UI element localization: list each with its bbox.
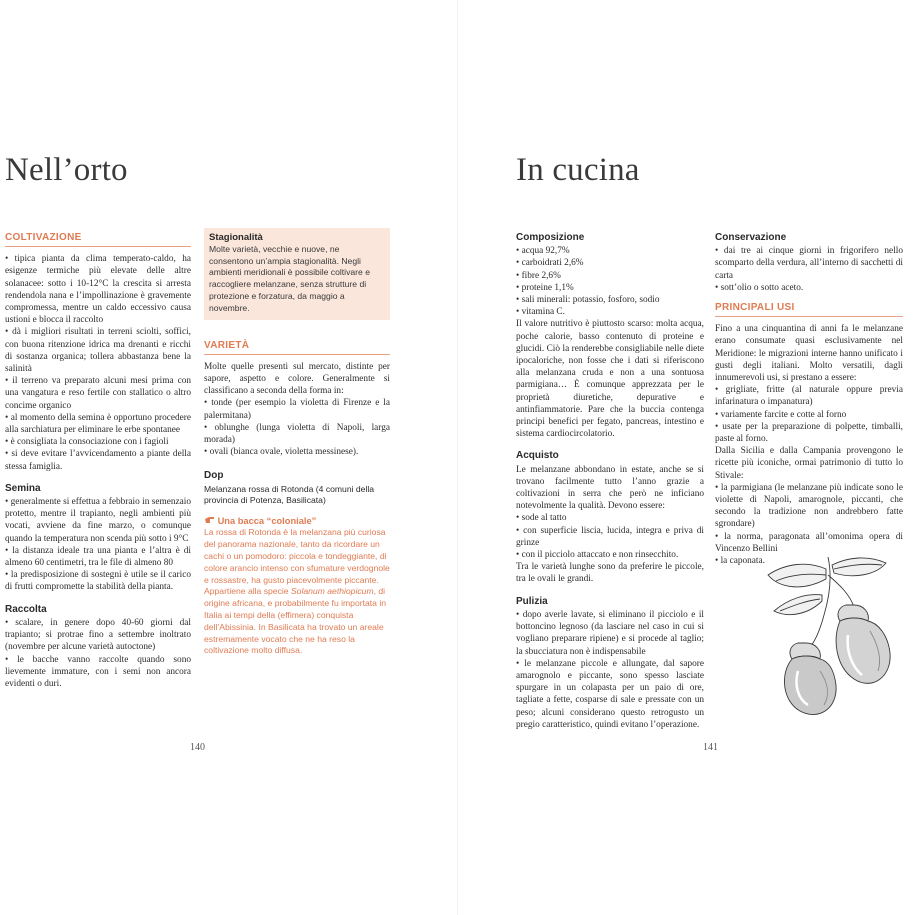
composizione-heading: Composizione [516,232,585,243]
page-title: In cucina [516,152,640,188]
composizione-text: Il valore nutritivo è piuttosto scarso: molta acqua, poche calorie, basso contenuto di proteine e glucidi. Ciò la renderebbe consigliabile nelle diete ipocaloriche, non fosse che i dati si riferiscono alla melanzana cruda e non a una sontuosa parmigiana… È comunque apprezzata per le proprietà diuretiche, depurative e antinfiammatorie. Pare che la buccia contenga principi benefici per fegato, pancreas, intestino e sistema cardiocircolatorio. [516,319,704,440]
stagionalita-text: Molte varietà, vecchie e nuove, ne consentono un’ampia stagionalità. Negli ambienti meridionali è possibile coltivare e raccogliere melanzane, senza strutture di protezione e forzatura, da maggio a novembre. [209,243,370,313]
list-item: • proteine 1,1% [516,282,574,293]
list-item: • tipica pianta da clima temperato-caldo, ha esigenze termiche più elevate delle altre solanacee: sotto i 10-12°C la crescita si arresta rendendola nana e l’impollinazione è gravemente compromessa, mentre un caldo eccessivo causa ustioni e blocca il raccolto [5,254,191,326]
list-item: • le melanzane piccole e allungate, dal sapore amarognolo e piccante, sono spesso lasciate spurgare in un colapasta per un paio di ore, tagliate a fette, cosparse di sale e pressate con un peso; alcuni considerano questo retrogusto un pregio caratteristico, quindi evitano l’operazione. [516,658,704,730]
list-item: • dopo averle lavate, si eliminano il picciolo e il bottoncino legnoso (da lasciare nel caso in cui si vogliano preparare ripiene) e si procede al taglio; la sbucciatura non è indispensabile [516,609,704,657]
usi-text: Fino a una cinquantina di anni fa le melanzane erano consumate quasi esclusivamente nel Meridione: le migrazioni interne hanno unificato i gusti degli italiani. Molto versatili, dagli innumerevoli usi, si prestano a essere: [715,324,903,384]
usi-text2: Dalla Sicilia e dalla Campania provengono le ricette più iconiche, ormai patrimonio di tutto lo Stivale: [715,446,903,481]
stagionalita-heading: Stagionalità [209,232,263,243]
list-item: • la norma, paragonata all’omonima opera di Vincenzo Bellini [715,531,903,554]
coloniale-text-b: , di origine africana, e probabilmente fu importata in Italia ai tempi della (effimera) conquista dell’Abissinia. In Basilicata ha trovato un areale estremamente vocato che ne ha reso la coltivazione molto diffusa. [204,586,387,656]
coltivazione-heading: COLTIVAZIONE [5,232,191,247]
list-item: • la predisposizione di sostegni è utile se il carico di frutti compromette la stabilità della pianta. [5,570,191,593]
right-page [458,0,915,915]
dop-text: Melanzana rossa di Rotonda (4 comuni della provincia di Potenza, Basilicata) [204,483,375,506]
composizione-column [516,232,704,731]
varieta-heading: VARIETÀ [204,340,390,355]
list-item: • le bacche vanno raccolte quando sono lievemente immature, con i semi non ancora evidenti o duri. [5,654,191,689]
usi-heading: PRINCIPALI USI [715,302,903,317]
list-item: • la parmigiana (le melanzane più indicate sono le violette di Napoli, amarognole, piccanti, che secondo la tradizione non andrebbero fatte sgrondare) [715,482,903,530]
list-item: • la distanza ideale tra una pianta e l’altra è di almeno 60 centimetri, tra le file di almeno 80 [5,545,191,569]
list-item: • dai tre ai cinque giorni in frigorifero nello scomparto della verdura, all’interno di sacchetti di carta [715,246,903,281]
list-item: • con superficie liscia, lucida, integra e priva di grinze [516,525,704,548]
acquisto-text2: Tra le varietà lunghe sono da preferire le piccole, tra le ovali le grandi. [516,562,704,585]
list-item: • sode al tatto [516,513,567,524]
coltivazione-column [5,232,191,690]
varieta-intro: Molte quelle presenti sul mercato, distinte per sapore, aspetto e colore. Generalmente si classificano a seconda della forma in: [204,361,390,397]
conservazione-heading: Conservazione [715,232,787,243]
list-item: • sali minerali: potassio, fosforo, sodio [516,295,660,306]
list-item: • oblunghe (lunga violetta di Napoli, larga morada) [204,422,390,445]
raccolta-heading: Raccolta [5,603,47,615]
list-item: • variamente farcite e cotte al forno [715,409,847,420]
list-item: • sott’olio o sotto aceto. [715,282,804,293]
semina-heading: Semina [5,482,41,494]
list-item: • al momento della semina è opportuno procedere alla sarchiatura per eliminare le erbe spontanee [5,412,191,436]
varieta-column [204,228,390,657]
pointing-hand-icon [204,516,218,526]
list-item: • fibre 2,6% [516,270,561,281]
list-item: • tonde (per esempio la violetta di Firenze e la palermitana) [204,398,390,421]
list-item: • usate per la preparazione di polpette, timballi, paste al forno. [715,421,903,445]
list-item: • il terreno va preparato alcuni mesi prima con una vangatura e reso fertile con stallatico o altro concime organico [5,376,191,411]
dop-heading: Dop [204,470,224,482]
list-item: • scalare, in genere dopo 40-60 giorni dal trapianto; si protrae fino a settembre inoltrato (novembre per alcune varietà autoctone) [5,617,191,653]
coloniale-text-a: La rossa di Rotonda è la melanzana più curiosa del panorama nazionale, tanto da ricordare un cachi o un pomodoro: piccola e tondeggiante, di colore arancio intenso con sfumature verdognole e rossastre, ha gusto piacevolmente piccante. Appartiene alla specie [204,527,390,597]
species-name: Solanum aethiopicum [290,586,374,597]
left-page [0,0,457,915]
list-item: • generalmente si effettua a febbraio in semenzaio protetto, mentre il trapianto, negli ambienti più vocati, avviene da fine marzo, o comunque quando la temperatura non scenda più sotto i 9°C [5,497,191,544]
list-item: • carboidrati 2,6% [516,258,584,269]
acquisto-text: Le melanzane abbondano in estate, anche se si trovano facilmente tutto l’anno grazie a coltivazioni in serra che però ne inficiano notevolmente la qualità. Devono essere: [516,464,704,512]
coloniale-heading: Una bacca “coloniale” [217,516,317,527]
page-title: Nell’orto [5,152,128,188]
coloniale-heading-row [204,515,390,527]
page-number: 141 [703,742,718,753]
stagionalita-box [204,228,390,320]
list-item: • si deve evitare l’avvicendamento a piante della stessa famiglia. [5,449,191,472]
list-item: • ovali (bianca ovale, violetta messinese). [204,447,359,458]
list-item: • con il picciolo attaccato e non rinsecchito. [516,550,679,561]
acquisto-heading: Acquisto [516,450,559,462]
list-item: • la caponata. [715,556,765,567]
eggplant-illustration-icon [758,555,898,720]
coloniale-box [204,515,390,657]
list-item: • acqua 92,7% [516,246,570,257]
coloniale-text [204,527,390,657]
list-item: • dà i migliori risultati in terreni sciolti, soffici, con buona ritenzione idrica ma drenanti e ricchi di sostanza organica; tollera abbastanza bene la salinità [5,327,191,375]
list-item: • è consigliata la consociazione con i fagioli [5,437,169,448]
conservazione-column [715,232,903,567]
list-item: • grigliate, fritte (al naturale oppure previa infarinatura o impanatura) [715,385,903,408]
page-number: 140 [190,742,205,753]
list-item: • vitamina C. [516,307,565,318]
pulizia-heading: Pulizia [516,595,548,607]
